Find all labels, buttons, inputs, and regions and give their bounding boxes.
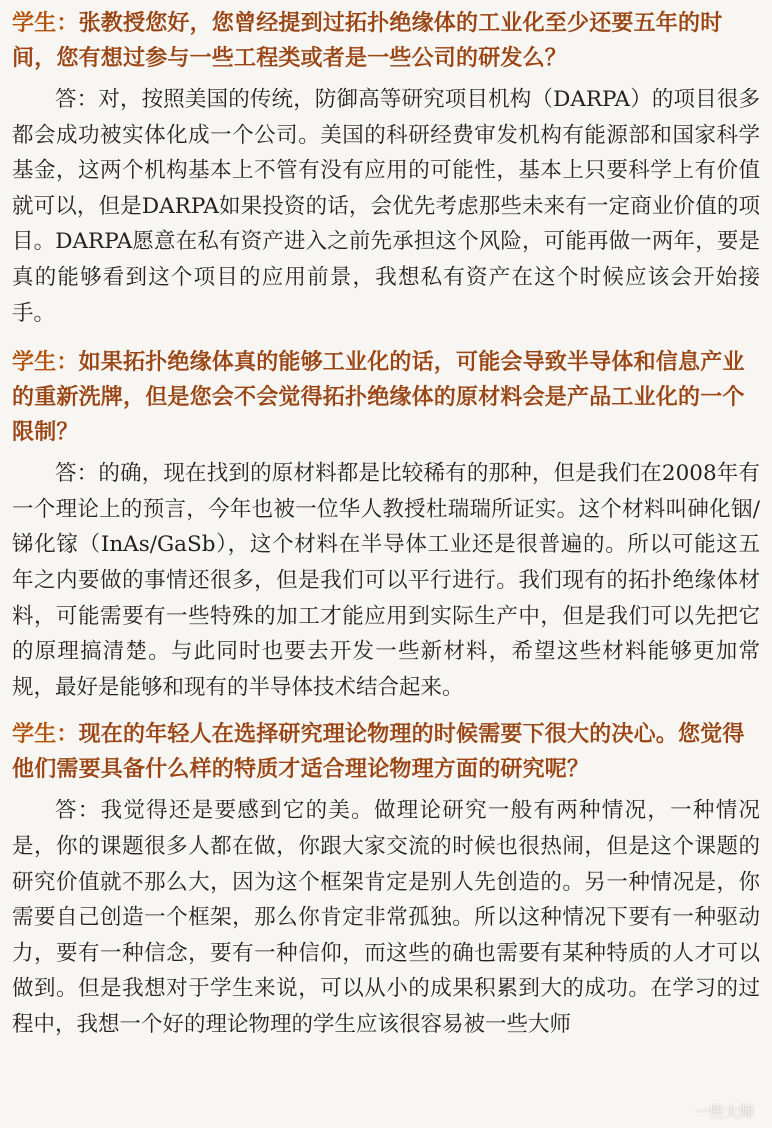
question-2-text: 如果拓扑绝缘体真的能够工业化的话，可能会导致半导体和信息产业的重新洗牌，但是您会不会觉得拓扑绝缘体的原材料会是产品工业化的一个限制？ [12,350,745,446]
question-3-speaker: 学生： [12,722,79,748]
question-1 [12,6,760,76]
qa-block-2 [12,345,760,705]
question-2 [12,345,760,450]
answer-3: 答：我觉得还是要感到它的美。做理论研究一般有两种情况，一种情况是，你的课题很多人都在做，你跟大家交流的时候也很热闹，但是这个课题的研究价值就不那么大，因为这个框架肯定是别人先创造的。另一种情况是，你需要自己创造一个框架，那么你肯定非常孤独。所以这种情况下要有一种驱动力，要有一种信念，要有一种信仰，而这些的确也需要有某种特质的人才可以做到。但是我想对于学生来说，可以从小的成果积累到大的成功。在学习的过程中，我想一个好的理论物理的学生应该很容易被一些大师 [12,798,760,1037]
question-3-text: 现在的年轻人在选择研究理论物理的时候需要下很大的决心。您觉得他们需要具备什么样的特质才适合理论物理方面的研究呢？ [12,722,745,783]
question-1-text: 张教授您好，您曾经提到过拓扑绝缘体的工业化至少还要五年的时间，您有想过参与一些工程类或者是一些公司的研发么？ [12,11,723,71]
qa-block-1 [12,6,760,331]
answer-1: 答：对，按照美国的传统，防御高等研究项目机构（DARPA）的项目很多都会成功被实体化成一个公司。美国的科研经费审发机构有能源部和国家科学基金，这两个机构基本上不管有没有应用的可能性，基本上只要科学上有价值就可以，但是DARPA如果投资的话，会优先考虑那些未来有一定商业价值的项目。DARPA愿意在私有资产进入之前先承担这个风险，可能再做一两年，要是真的能够看到这个项目的应用前景，我想私有资产在这个时候应该会开始接手。 [12,87,760,326]
qa-block-3 [12,717,760,1042]
question-2-speaker: 学生： [12,350,79,376]
question-1-speaker: 学生： [12,11,79,36]
watermark: 一些大师 [693,1103,754,1121]
answer-2: 答：的确，现在找到的原材料都是比较稀有的那种，但是我们在2008年有一个理论上的预言，今年也被一位华人教授杜瑞瑞所证实。这个材料叫砷化铟/锑化镓（InAs/GaSb），这个材料在半导体工业还是很普遍的。所以可能这五年之内要做的事情还很多，但是我们可以平行进行。我们现有的拓扑绝缘体材料，可能需要有一些特殊的加工才能应用到实际生产中，但是我们可以先把它的原理搞清楚。与此同时也要去开发一些新材料，希望这些材料能够更加常规，最好是能够和现有的半导体技术结合起来。 [12,461,760,700]
question-3 [12,717,760,787]
